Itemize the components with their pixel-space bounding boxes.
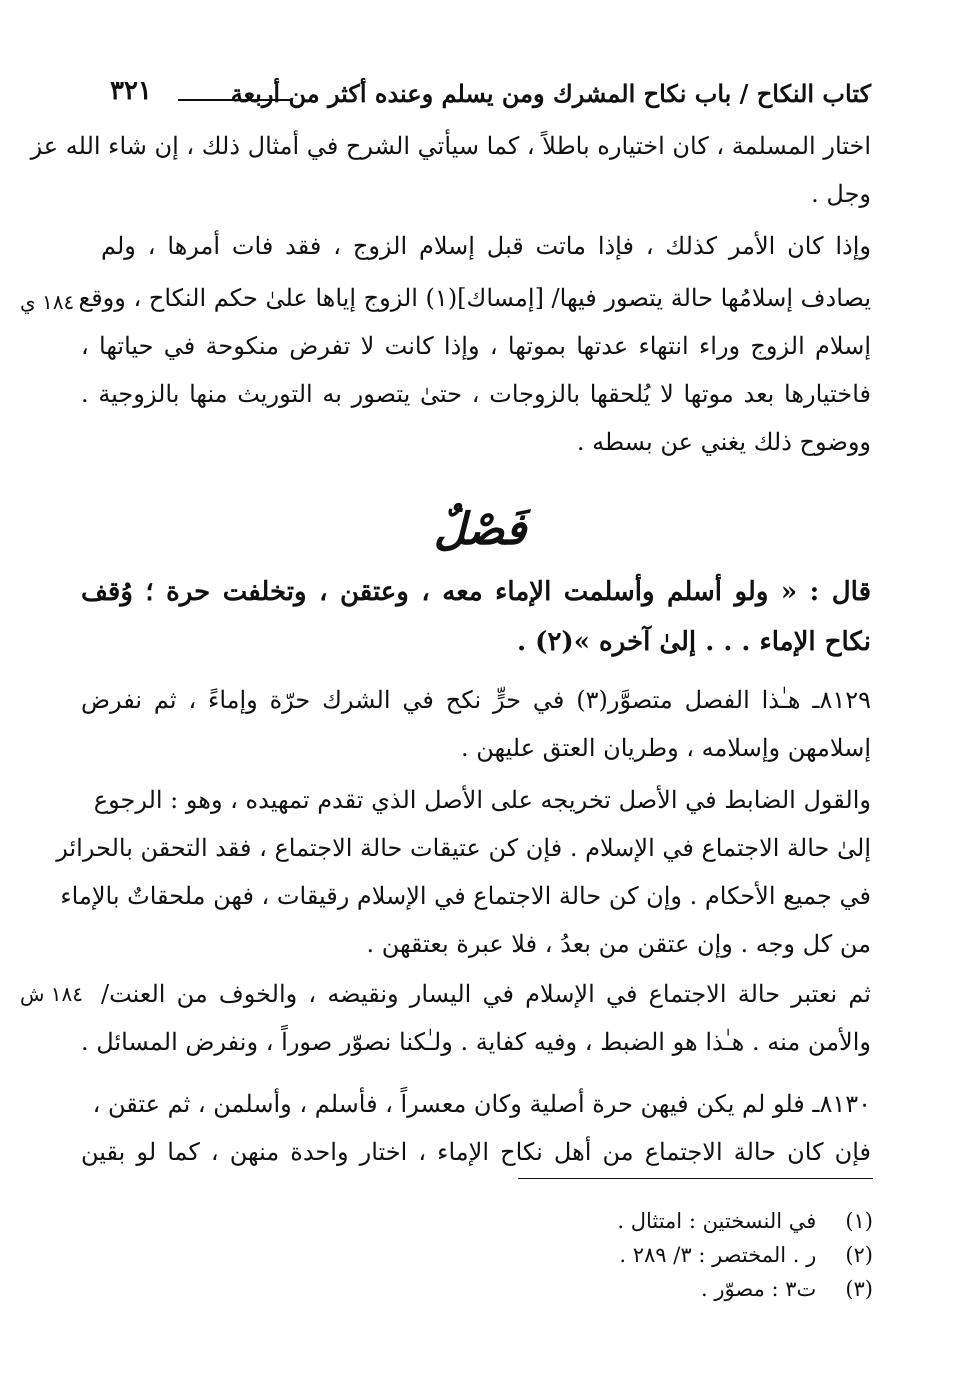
text-line: من كل وجه . وإن عتقن من بعدُ ، فلا عبرة بعتقهن .	[366, 930, 871, 958]
footnote-number: (٢)	[845, 1243, 873, 1267]
footnote	[617, 1206, 873, 1236]
footnote-text: ت٣ : مصوّر .	[701, 1277, 817, 1301]
text-line: إسلام الزوج وراء انتهاء عدتها بموتها ، وإذا كانت لا تفرض منكوحة في حياتها ،	[81, 332, 871, 360]
footnote-text: ر . المختصر : ٣/ ٢٨٩ .	[619, 1243, 817, 1267]
text-line: والأمن منه . هـٰذا هو الضبط ، وفيه كفاية . ولـٰكنا نصوّر صوراً ، ونفرض المسائل .	[81, 1028, 871, 1056]
text-line: يصادف إسلامُها حالة يتصور فيها/ [إمساك](١) الزوج إياها علىٰ حكم النكاح ، ووقع	[78, 284, 871, 312]
section-heading: فَصْلٌ	[433, 504, 527, 555]
text-line: وإذا كان الأمر كذلك ، فإذا ماتت قبل إسلام الزوج ، فقد فات أمرها ، ولم	[101, 232, 871, 260]
text-line: إسلامهن وإسلامه ، وطريان العتق عليهن .	[460, 734, 871, 762]
header-rule	[178, 99, 290, 101]
text-line: إلىٰ حالة الاجتماع في الإسلام . فإن كن عتيقات حالة الاجتماع ، فقد التحقن بالحرائر	[56, 834, 871, 862]
text-line: ٨١٣٠ـ فلو لم يكن فيهن حرة أصلية وكان معسراً ، فأسلم ، وأسلمن ، ثم عتقن ،	[92, 1090, 871, 1118]
page-number: ٣٢١	[110, 76, 152, 106]
quote-line: نكاح الإماء . . . إلىٰ آخره »(٢) .	[517, 627, 871, 657]
footnote	[701, 1274, 873, 1304]
text-line: ٨١٢٩ـ هـٰذا الفصل متصوَّر(٣) في حرٍّ نكح في الشرك حرّة وإماءً ، ثم نفرض	[81, 686, 871, 714]
footnote-number: (١)	[845, 1209, 873, 1233]
footnote-text: في النسختين : امتثال .	[617, 1209, 817, 1233]
text-line: فاختيارها بعد موتها لا يُلحقها بالزوجات ، حتىٰ يتصور به التوريث منها بالزوجية .	[81, 380, 871, 408]
text-line: في جميع الأحكام . وإن كن حالة الاجتماع في الإسلام رقيقات ، فهن ملحقاتٌ بالإماء	[60, 882, 871, 910]
running-header-title: كتاب النكاح / باب نكاح المشرك ومن يسلم وعنده أكثر من أربعة	[230, 79, 871, 108]
text-line: ثم نعتبر حالة الاجتماع في الإسلام في اليسار ونقيضه ، والخوف من العنت/	[101, 980, 871, 1008]
footnote-number: (٣)	[845, 1277, 873, 1301]
footnote	[619, 1240, 873, 1270]
text-line: ووضوح ذلك يغني عن بسطه .	[576, 428, 871, 456]
quote-line: قال : « ولو أسلم وأسلمت الإماء معه ، وعتقن ، وتخلفت حرة ؛ وُقف	[81, 577, 871, 607]
text-line: والقول الضابط في الأصل تخريجه على الأصل الذي تقدم تمهيده ، وهو : الرجوع	[93, 786, 871, 814]
text-line: اختار المسلمة ، كان اختياره باطلاً ، كما سيأتي الشرح في أمثال ذلك ، إن شاء الله عز	[30, 132, 871, 160]
marginal-note: ١٨٤ ش	[20, 982, 84, 1006]
text-line: فإن كان حالة الاجتماع من أهل نكاح الإماء ، اختار واحدة منهن ، كما لو بقين	[81, 1138, 871, 1166]
text-line: وجل .	[811, 180, 871, 208]
marginal-note: ١٨٤ ي	[20, 290, 75, 314]
footnote-rule	[518, 1178, 873, 1179]
